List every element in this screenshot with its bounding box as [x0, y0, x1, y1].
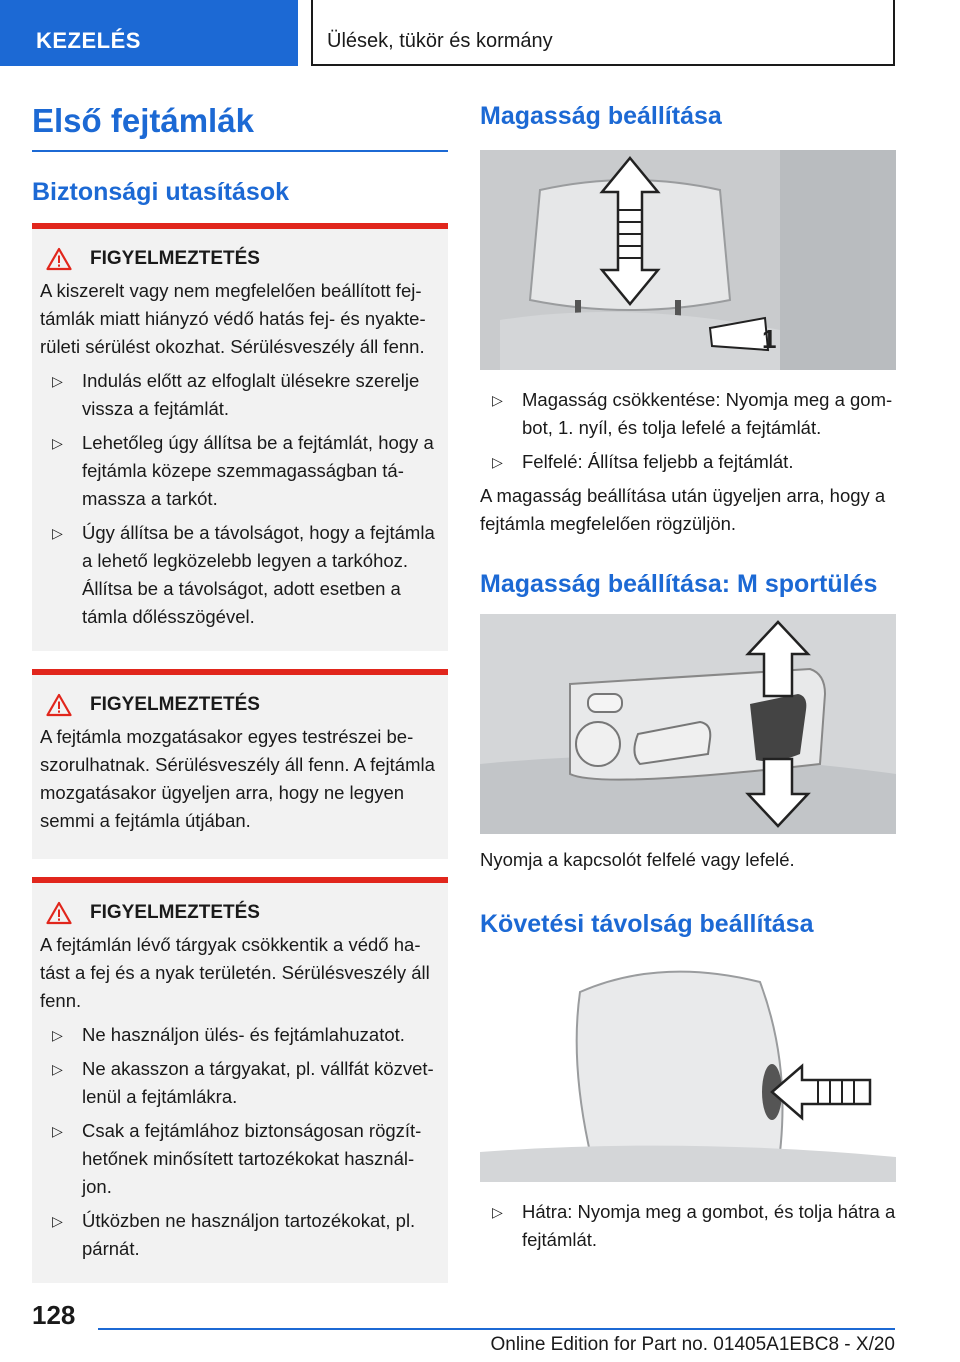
- edition-footer: Online Edition for Part no. 01405A1EBC8 - X/20: [98, 1328, 895, 1356]
- warning-text: A kiszerelt vagy nem megfelelően beállított fej-támlák miatt hiányzó védő hatás fej- és nyakte-rületi sérülést okozhat. Sérülésveszély áll fenn.: [40, 280, 426, 357]
- m-seat-heading: Magasság beállítása: M sportülés: [480, 570, 878, 598]
- warning-box-1: [32, 223, 448, 651]
- distance-list: [480, 1198, 896, 1254]
- warning-header: [40, 245, 438, 273]
- m-seat-note: Nyomja a kapcsolót felfelé vagy lefelé.: [480, 849, 795, 870]
- list-item: ▷ Indulás előtt az elfoglalt ülésekre szerelje vissza a fejtámlát.: [40, 367, 438, 423]
- warning-label: FIGYELMEZTETÉS: [90, 902, 260, 923]
- warning-triangle-icon: [46, 247, 72, 271]
- height-heading: Magasság beállítása: [480, 102, 722, 130]
- left-column: [32, 100, 448, 1301]
- safety-heading: Biztonsági utasítások: [32, 178, 289, 206]
- list-item: ▷ Hátra: Nyomja meg a gombot, és tolja hátra a fejtámlát.: [480, 1198, 896, 1254]
- list-item: ▷ Magasság csökkentése: Nyomja meg a gom-bot, 1. nyíl, és tolja lefelé a fejtámlát.: [480, 386, 896, 442]
- warning-header: [40, 899, 438, 927]
- callout-number: 1: [762, 324, 777, 354]
- warning-triangle-icon: [46, 901, 72, 925]
- page-header: [0, 0, 960, 66]
- height-note: A magasság beállítása után ügyeljen arra, hogy a fejtámla megfelelően rögzüljön.: [480, 485, 886, 534]
- warning-triangle-icon: [46, 693, 72, 717]
- warning-text: A fejtámlán lévő tárgyak csökkentik a védő ha-tást a fej és a nyak területén. Sérülésveszély áll fenn.: [40, 934, 430, 1011]
- list-item: ▷ Úgy állítsa be a távolságot, hogy a fejtámla a lehető legközelebb legyen a tarkóhoz. Állítsa be a távolságot, adott esetben a támla dőlésszögével.: [40, 519, 438, 631]
- chapter-title: Ülések, tükör és kormány: [311, 0, 895, 66]
- warning-box-3: [32, 877, 448, 1283]
- list-item: ▷ Csak a fejtámlához biztonságosan rögzít-hetőnek minősített tartozékokat használ-jon.: [40, 1117, 438, 1201]
- warning-text: A fejtámla mozgatásakor egyes testrészei be-szorulhatnak. Sérülésveszély áll fenn. A fejtámla mozgatásakor ügyeljen arra, hogy ne legyen semmi a fejtámla útjában.: [40, 726, 435, 831]
- list-item: ▷ Ne akasszon a tárgyakat, pl. vállfát közvet-lenül a fejtámlákra.: [40, 1055, 438, 1111]
- headrest-distance-image: [480, 962, 896, 1182]
- list-item: ▷ Ne használjon ülés- és fejtámlahuzatot.: [40, 1021, 438, 1049]
- warning-label: FIGYELMEZTETÉS: [90, 248, 260, 269]
- m-seat-switch-image: [480, 614, 896, 834]
- warning-box-2: [32, 669, 448, 859]
- height-list: [480, 386, 896, 476]
- right-column: [480, 100, 896, 1260]
- page-number: 128: [32, 1300, 76, 1330]
- warning-label: FIGYELMEZTETÉS: [90, 694, 260, 715]
- warning-list: [40, 1021, 438, 1263]
- list-item: ▷ Felfelé: Állítsa feljebb a fejtámlát.: [480, 448, 896, 476]
- warning-list: [40, 367, 438, 631]
- list-item: ▷ Lehetőleg úgy állítsa be a fejtámlát, hogy a fejtámla közepe szemmagasságban tá-massza a tarkót.: [40, 429, 438, 513]
- list-item: ▷ Útközben ne használjon tartozékokat, pl. párnát.: [40, 1207, 438, 1263]
- distance-heading: Követési távolság beállítása: [480, 910, 814, 938]
- warning-header: [40, 691, 438, 719]
- page-title: Első fejtámlák: [32, 102, 448, 152]
- headrest-height-image: [480, 150, 896, 370]
- section-tab: KEZELÉS: [0, 0, 298, 66]
